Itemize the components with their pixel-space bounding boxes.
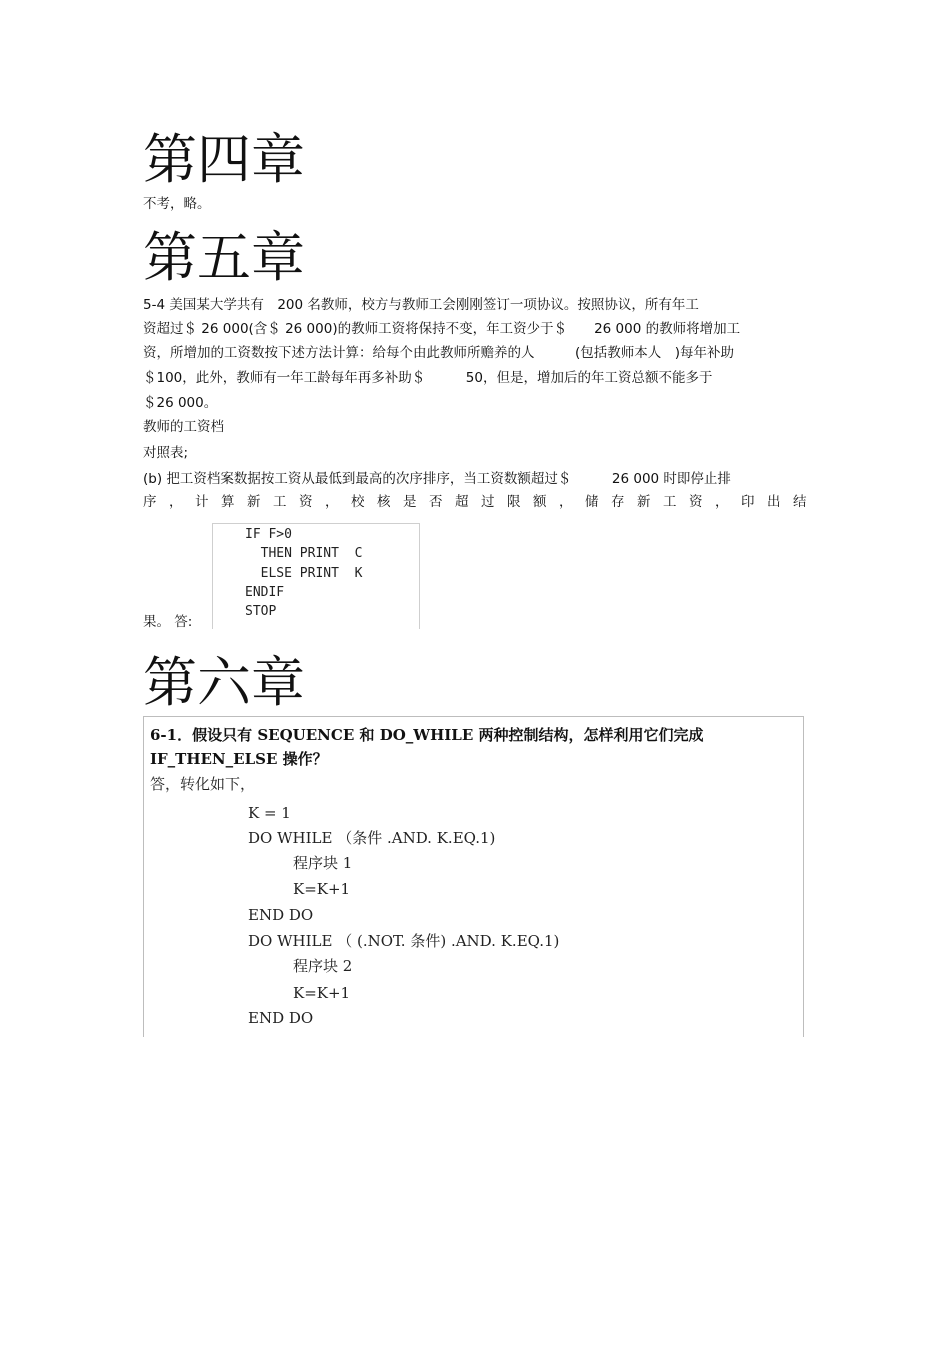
pseudo-code-line: K=K+1 (293, 880, 351, 898)
chapter-6-title: 第六章 (143, 651, 305, 714)
scanned-answer-box (143, 716, 804, 1037)
code-line: STOP (245, 604, 277, 619)
problem-5-4-line: 教师的工资档 (143, 419, 224, 435)
code-line: THEN PRINT C (245, 546, 363, 561)
pseudo-code-line: K=K+1 (293, 984, 351, 1002)
question-6-1-line: 6-1．假设只有 SEQUENCE 和 DO_WHILE 两种控制结构，怎样利用它们完成 (150, 726, 704, 744)
pseudo-code-line: K = 1 (248, 804, 291, 822)
chapter-4-note: 不考，略。 (143, 196, 211, 212)
question-6-1-line: IF_THEN_ELSE 操作？ (150, 750, 328, 768)
problem-5-4-line: 5-4 美国某大学共有 200 名教师，校方与教师工会刚刚签订一项协议。按照协议，所有年工 (143, 297, 699, 313)
pseudo-code-line: DO WHILE （条件 .AND. K.EQ.1) (248, 829, 496, 847)
pseudo-code-line: 程序块 2 (293, 957, 353, 975)
problem-5-4-line: ＄26 000。 (143, 395, 218, 411)
answer-intro: 答，转化如下， (150, 775, 256, 793)
code-line: IF F>0 (245, 527, 292, 542)
pseudo-code-line: DO WHILE （ (.NOT. 条件) .AND. K.EQ.1) (248, 932, 560, 950)
code-line: ENDIF (245, 585, 285, 600)
problem-5-4-line: 资超过＄ 26 000(含＄ 26 000)的教师工资将保持不变，年工资少于＄ 26 000 的教师将增加工 (143, 321, 741, 337)
problem-5-4-line: (b) 把工资档案数据按工资从最低到最高的次序排序，当工资数额超过＄ 26 000 时即停止排 (143, 471, 731, 487)
pseudo-code-line: 程序块 1 (293, 854, 353, 872)
problem-5-4-line: 对照表; (143, 445, 189, 461)
chapter-4-title: 第四章 (143, 128, 305, 191)
code-line: ELSE PRINT K (245, 566, 363, 581)
code-snippet-image (212, 523, 420, 629)
problem-5-4-answer-label: 果。 答: (143, 614, 193, 630)
problem-5-4-line: 资，所增加的工资数按下述方法计算：给每个由此教师所赡养的人 (包括教师本人 )每年补助 (143, 345, 735, 361)
problem-5-4-line: ＄100，此外，教师有一年工龄每年再多补助＄ 50，但是，增加后的年工资总额不能多于 (143, 370, 713, 386)
chapter-5-title: 第五章 (143, 226, 305, 289)
problem-5-4-justified-line: 序，计算新工资，校核是否超过限额，储存新工资，印出结 (143, 494, 819, 510)
pseudo-code-line: END DO (248, 1009, 314, 1027)
pseudo-code-line: END DO (248, 906, 314, 924)
